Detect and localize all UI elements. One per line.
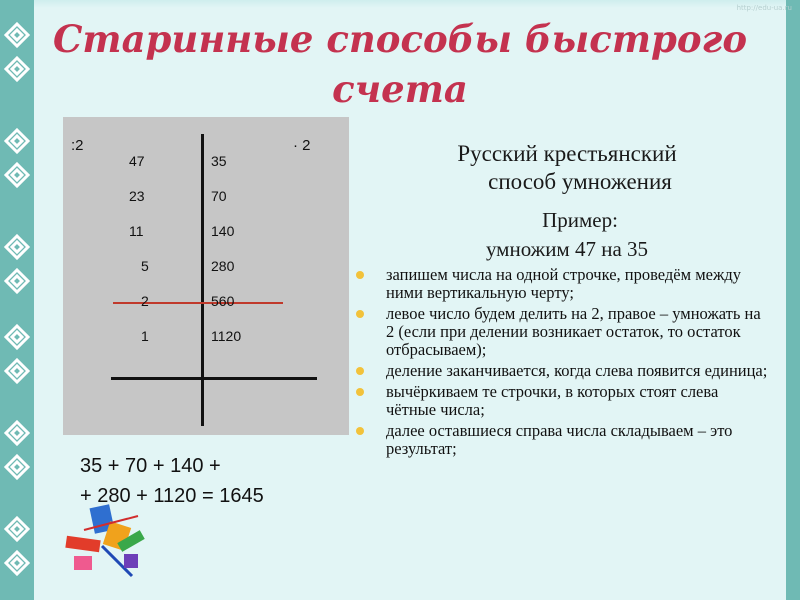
ornament-knot-icon <box>4 22 30 48</box>
slide-title-line2: счета <box>332 67 468 111</box>
step-text: деление заканчивается, когда слева появится единица; <box>386 361 768 380</box>
example-block <box>372 206 762 264</box>
right-column-value: 35 <box>211 153 227 169</box>
slide-title <box>40 14 760 114</box>
bullet-icon <box>356 271 364 279</box>
step-item <box>352 266 772 302</box>
bullet-icon <box>356 388 364 396</box>
right-column-value: 70 <box>211 188 227 204</box>
sum-line1: 35 + 70 + 140 + <box>80 455 221 477</box>
bullet-icon <box>356 367 364 375</box>
ornament-knot-icon <box>4 516 30 542</box>
left-column-value: 5 <box>141 258 149 274</box>
step-item <box>352 383 772 419</box>
ornament-column <box>0 0 34 600</box>
left-column-value: 2 <box>141 293 149 309</box>
ornament-knot-icon <box>4 324 30 350</box>
vertical-divider <box>201 134 204 426</box>
slide-title-line1: Старинные способы быстрого <box>52 17 748 61</box>
method-heading <box>372 140 762 196</box>
steps-list <box>352 266 772 461</box>
slide-top-edge <box>34 0 786 8</box>
method-heading-line2: способ умножения <box>488 169 672 194</box>
method-heading-line1: Русский крестьянский <box>457 141 677 166</box>
right-column-value: 140 <box>211 223 235 239</box>
sum-line2: + 280 + 1120 = 1645 <box>80 485 264 507</box>
example-text: умножим 47 на 35 <box>485 237 649 261</box>
right-column-value: 280 <box>211 258 235 274</box>
ornament-knot-icon <box>4 550 30 576</box>
ornament-knot-icon <box>4 128 30 154</box>
ornament-knot-icon <box>4 234 30 260</box>
ornament-knot-icon <box>4 56 30 82</box>
example-label: Пример: <box>542 208 618 232</box>
bottom-rule <box>111 377 317 380</box>
calculation-board <box>63 117 349 435</box>
step-item <box>352 422 772 458</box>
right-column-value: 560 <box>211 293 235 309</box>
step-item <box>352 362 772 380</box>
ornament-knot-icon <box>4 268 30 294</box>
strike-line <box>113 302 283 304</box>
school-supplies-icon <box>62 502 158 582</box>
left-column-value: 47 <box>129 153 145 169</box>
left-operator: :2 <box>71 137 84 154</box>
ornament-knot-icon <box>4 358 30 384</box>
left-column-value: 11 <box>129 223 144 239</box>
right-column-value: 1120 <box>211 328 242 344</box>
step-text: далее оставшиеся справа числа складываем – это результат; <box>386 421 733 458</box>
ornament-knot-icon <box>4 420 30 446</box>
watermark: http://edu-ua.ru <box>736 4 792 12</box>
left-column-value: 23 <box>129 188 145 204</box>
step-text: левое число будем делить на 2, правое – умножать на 2 (если при делении возникает остаток, то остаток отбрасываем); <box>386 304 761 359</box>
right-operator: · 2 <box>293 137 311 154</box>
left-column-value: 1 <box>141 328 149 344</box>
step-item <box>352 305 772 359</box>
bullet-icon <box>356 427 364 435</box>
ornament-knot-icon <box>4 162 30 188</box>
step-text: вычёркиваем те строчки, в которых стоят слева чётные числа; <box>386 382 719 419</box>
ornament-knot-icon <box>4 454 30 480</box>
bullet-icon <box>356 310 364 318</box>
step-text: запишем числа на одной строчке, проведём между ними вертикальную черту; <box>386 265 742 302</box>
